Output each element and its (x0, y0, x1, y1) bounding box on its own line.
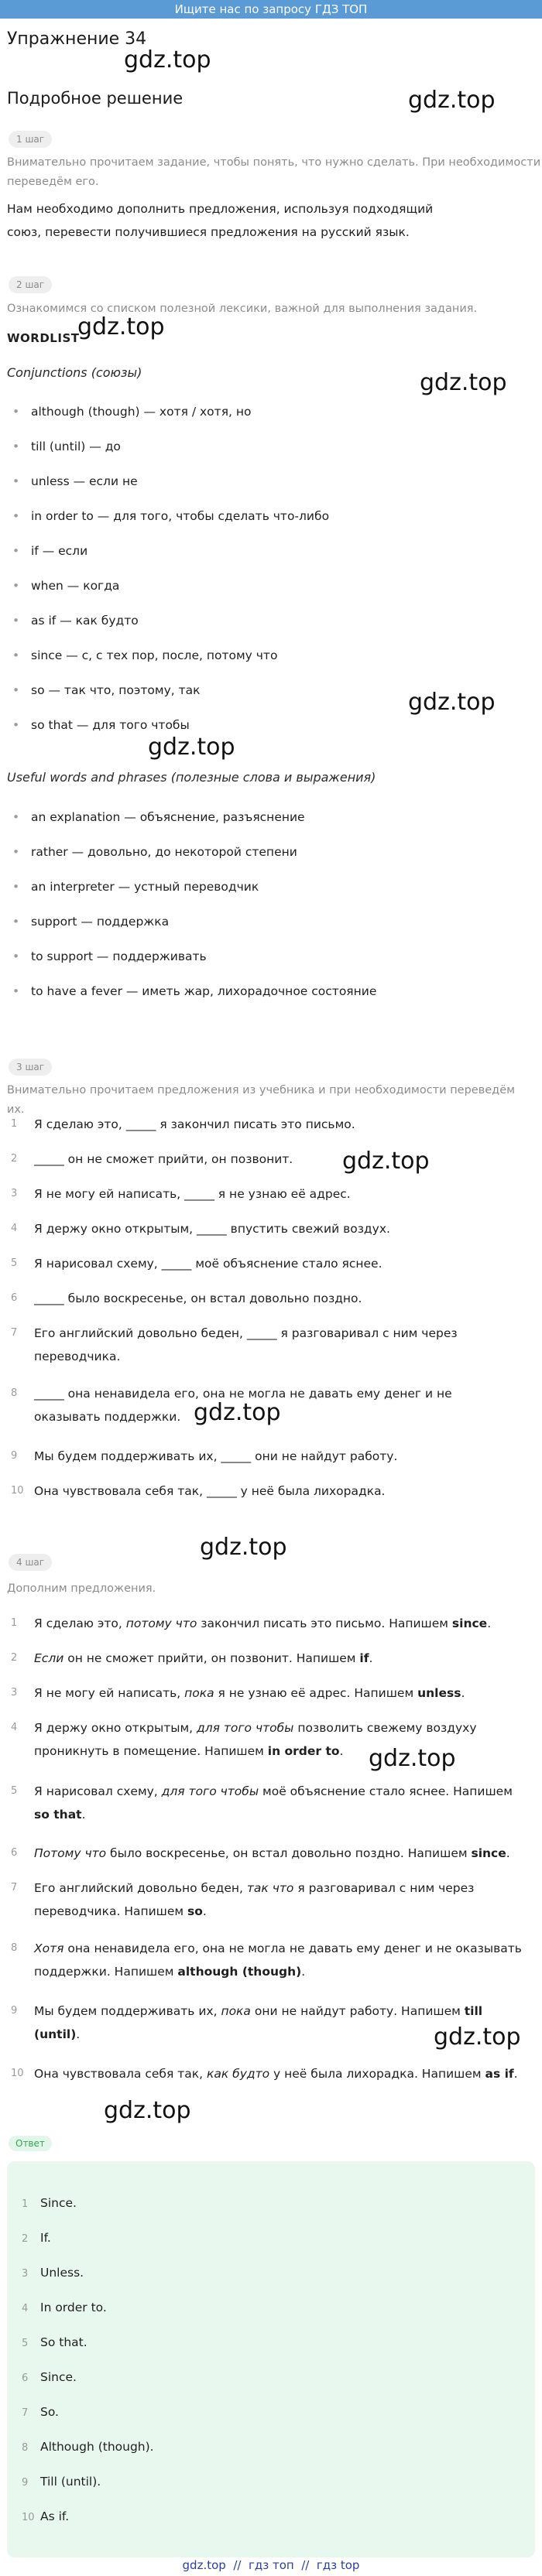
watermark: gdz.top (434, 2024, 521, 2051)
answer-item: 6 Since. (22, 2370, 77, 2384)
solution-sentence: 6 Потому что было воскресенье, он встал довольно поздно. Напишем since. (11, 1846, 510, 1860)
watermark: gdz.top (200, 1534, 287, 1561)
watermark: gdz.top (104, 2097, 191, 2124)
list-item: • support — поддержка (12, 915, 170, 929)
list-item: • when — когда (12, 579, 120, 593)
exercise-sentence: 3 Я не могу ей написать, _____ я не узнаю её адрес. (11, 1187, 351, 1201)
conjunctions-heading: Conjunctions (союзы) (7, 365, 142, 380)
exercise-sentence: 7 Его английский довольно беден, _____ я разговаривал с ним через переводчика. (11, 1326, 458, 1363)
search-banner[interactable]: Ищите нас по запросу ГДЗ ТОП (0, 0, 542, 19)
answer-item: 10 As if. (22, 2509, 70, 2523)
list-item: • rather — довольно, до некоторой степени (12, 845, 297, 859)
answer-item: 8 Although (though). (22, 2440, 154, 2454)
watermark: gdz.top (77, 313, 165, 340)
list-item: • to have a fever — иметь жар, лихорадочное состояние (12, 984, 377, 998)
step-instruction: Внимательно прочитаем предложения из учебника и при необходимости переведём их. (7, 1084, 516, 1116)
exercise-sentence: 5 Я нарисовал схему, _____ моё объяснение стало яснее. (11, 1257, 382, 1271)
list-item: • in order to — для того, чтобы сделать что-либо (12, 509, 330, 523)
watermark: gdz.top (194, 1399, 281, 1426)
step-instruction: Внимательно прочитаем задание, чтобы понять, что нужно сделать. При необходимости переведём его. (7, 156, 541, 188)
watermark: gdz.top (148, 734, 235, 761)
solution-sentence: 3 Я не могу ей написать, пока я не узнаю её адрес. Напишем unless. (11, 1686, 465, 1700)
answer-item: 9 Till (until). (22, 2475, 101, 2489)
task-description: Нам необходимо дополнить предложения, используя подходящий союз, перевести получившиеся предложения на русский язык. (7, 202, 434, 239)
step-badge: 1 шаг (9, 131, 52, 148)
list-item: • so — так что, поэтому, так (12, 683, 201, 697)
list-item: • since — с, с тех пор, после, потому что (12, 648, 278, 662)
list-item: • an explanation — объяснение, разъяснение (12, 810, 305, 824)
solution-sentence: 4 Я держу окно открытым, для того чтобы позволить свежему воздуху проникнуть в помещение. Напишем in order to. (11, 1721, 477, 1758)
watermark: gdz.top (369, 1745, 456, 1772)
exercise-sentence: 10 Она чувствовала себя так, _____ у неё была лихорадка. (11, 1484, 386, 1498)
list-item: • till (until) — до (12, 440, 121, 453)
exercise-sentence: 4 Я держу окно открытым, _____ впустить свежий воздух. (11, 1222, 390, 1236)
answer-item: 1 Since. (22, 2196, 77, 2210)
exercise-sentence: 6 _____ было воскресенье, он встал довольно поздно. (11, 1291, 362, 1305)
step-badge: 2 шаг (9, 276, 52, 293)
watermark: gdz.top (420, 369, 507, 396)
exercise-sentence: 9 Мы будем поддерживать их, _____ они не найдут работу. (11, 1449, 398, 1463)
solution-sentence: 9 Мы будем поддерживать их, пока они не найдут работу. Напишем till (until). (11, 2004, 483, 2041)
list-item: • as if — как будто (12, 614, 139, 628)
answer-badge: Ответ (9, 2136, 52, 2151)
wordlist-heading: WORDLIST (7, 331, 80, 345)
list-item: • if — если (12, 544, 88, 558)
watermark: gdz.top (408, 87, 496, 114)
list-item: • although (though) — хотя / хотя, но (12, 405, 252, 419)
exercise-sentence: 2 _____ он не сможет прийти, он позвонит. (11, 1152, 293, 1166)
step-instruction: Ознакомимся со списком полезной лексики, важной для выполнения задания. (7, 303, 478, 315)
list-item: • so that — для того чтобы (12, 718, 190, 732)
solution-sentence: 10 Она чувствовала себя так, как будто у неё была лихорадка. Напишем as if. (11, 2067, 518, 2081)
page-title: Упражнение 34 (7, 29, 147, 49)
watermark: gdz.top (124, 46, 211, 74)
exercise-sentence: 1 Я сделаю это, _____ я закончил писать это письмо. (11, 1117, 355, 1131)
answer-item: 2 If. (22, 2231, 51, 2245)
solution-sentence: 2 Если он не сможет прийти, он позвонит. Напишем if. (11, 1651, 373, 1665)
watermark: gdz.top (408, 689, 496, 716)
answer-item: 7 So. (22, 2405, 59, 2419)
solution-heading: Подробное решение (7, 89, 184, 108)
exercise-sentence: 8 _____ она ненавидела его, она не могла не давать ему денег и не оказывать поддержки. (11, 1387, 452, 1424)
step-badge: 4 шаг (9, 1554, 52, 1571)
footer-links[interactable]: gdz.top // гдз топ // гдз top (182, 2558, 360, 2572)
solution-sentence: 8 Хотя она ненавидела его, она не могла не давать ему денег и не оказывать поддержки. Напишем although (though). (11, 1941, 522, 1979)
solution-sentence: 5 Я нарисовал схему, для того чтобы моё объяснение стало яснее. Напишем so that. (11, 1784, 513, 1822)
list-item: • an interpreter — устный переводчик (12, 880, 259, 894)
step-instruction: Дополним предложения. (7, 1582, 156, 1595)
step-badge: 3 шаг (9, 1059, 52, 1076)
useful-heading: Useful words and phrases (полезные слова и выражения) (7, 770, 376, 785)
list-item: • to support — поддерживать (12, 949, 207, 963)
solution-sentence: 1 Я сделаю это, потому что закончил писать это письмо. Напишем since. (11, 1616, 492, 1630)
answer-box (7, 2161, 535, 2557)
answer-item: 3 Unless. (22, 2266, 84, 2280)
solution-sentence: 7 Его английский довольно беден, так что я разговаривал с ним через переводчика. Напишем so. (11, 1881, 475, 1918)
answer-item: 5 So that. (22, 2335, 87, 2349)
answer-item: 4 In order to. (22, 2301, 107, 2314)
list-item: • unless — если не (12, 474, 138, 488)
watermark: gdz.top (342, 1148, 430, 1175)
